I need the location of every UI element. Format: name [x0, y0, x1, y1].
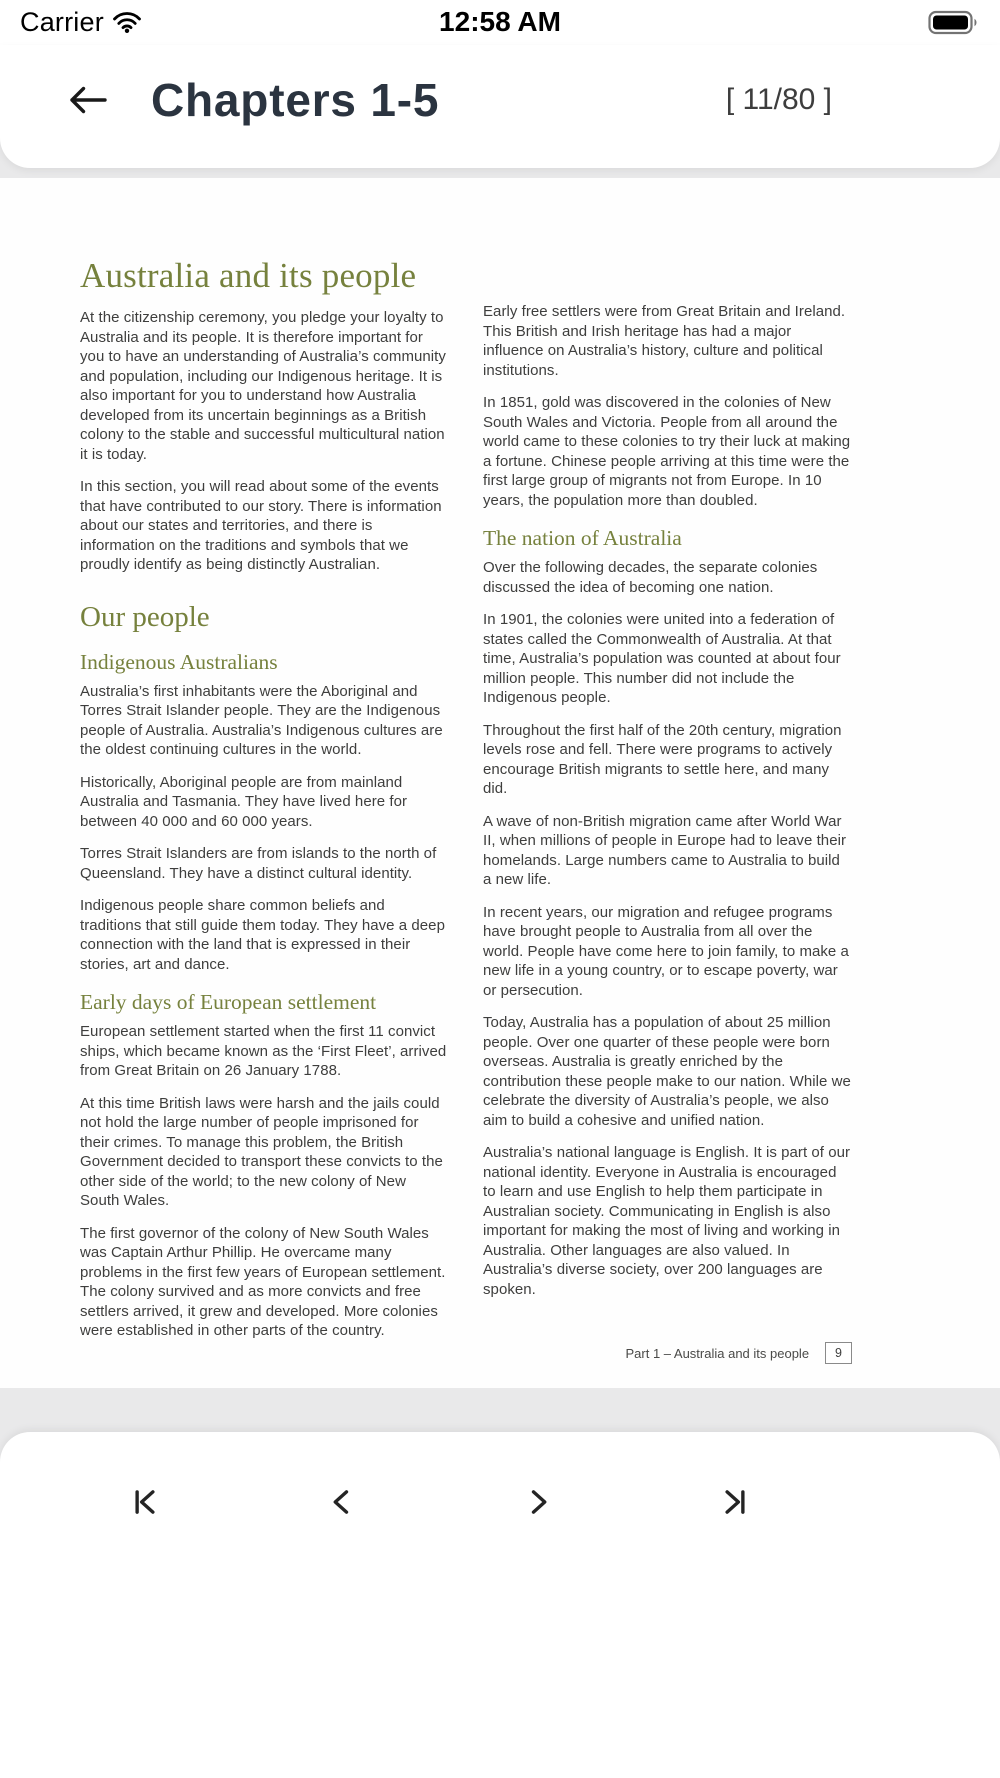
document-paragraph: A wave of non-British migration came after World War II, when millions of people in Europe had to leave their homelands. Large numbers came to Australia to build a new life. [483, 812, 847, 888]
back-arrow-icon [64, 81, 110, 119]
chevron-right-icon [520, 1484, 556, 1520]
document-paragraph: European settlement started when the first 11 convict ships, which became known as the ‘First Fleet’, arrived from Great Britain on 26 January 1788. [80, 1023, 447, 1079]
skip-to-last-icon [717, 1484, 753, 1520]
status-bar-right [928, 10, 980, 35]
document-paragraph: Early free settlers were from Great Britain and Ireland. This British and Irish heritage has had a major influence on Australia’s history, culture and political institutions. [483, 303, 846, 379]
document-paragraph: Indigenous people share common beliefs and traditions that still guide them today. They have a deep connection with the land that is expressed in their stories, art and dance. [80, 897, 445, 973]
status-bar-left [20, 7, 142, 38]
next-page-button[interactable] [508, 1474, 568, 1530]
chevron-left-icon [324, 1484, 360, 1520]
document-paragraph: In recent years, our migration and refugee programs have brought people to Australia from all over the world. People have come here to join family, to make a new life in a young country, or to escape poverty, war or persecution. [483, 903, 849, 999]
back-button[interactable] [55, 70, 119, 130]
wifi-icon [112, 11, 142, 34]
document-paragraph: Over the following decades, the separate colonies discussed the idea of becoming one nation. [483, 559, 818, 596]
footer-page-number: 9 [825, 1342, 852, 1364]
document-paragraph: Historically, Aboriginal people are from mainland Australia and Tasmania. They have lived here for between 40 000 and 60 000 years. [80, 773, 408, 830]
document-paragraph: At the citizenship ceremony, you pledge your loyalty to Australia and its people. It is therefore important for you to have an understanding of Australia’s community and population, including our Indigenous heritage. It is also important for you to understand how Australia developed from its uncertain beginnings as a British colony to the stable and successful multicultural nation it is today. [80, 309, 446, 463]
last-page-button[interactable] [705, 1474, 765, 1530]
right-column [483, 256, 852, 1354]
battery-full-icon [928, 10, 980, 35]
status-bar [0, 0, 1000, 45]
previous-page-button[interactable] [312, 1474, 372, 1530]
document-footer [625, 1342, 852, 1364]
document-heading-h3: Indigenous Australians [80, 649, 278, 674]
document-paragraph: In 1851, gold was discovered in the colonies of New South Wales and Victoria. People from all around the world came to these colonies to try their luck at making a fortune. Chinese people arriving at this time were the first large group of migrants not from Europe. In 10 years, the population more than doubled. [483, 394, 851, 509]
bottom-nav [0, 1432, 1000, 1778]
document-heading-h3: Early days of European settlement [80, 990, 377, 1014]
document-paragraph: At this time British laws were harsh and the jails could not hold the large number of people imprisoned for their crimes. To manage this problem, the British Government decided to transport these convicts to the other side of the world; to the new colony of New South Wales. [80, 1094, 443, 1209]
document-page [0, 178, 1000, 1388]
document-paragraph: Torres Strait Islanders are from islands to the north of Queensland. They have a distinct cultural identity. [80, 845, 437, 882]
carrier-label: Carrier [20, 7, 104, 37]
document-paragraph: Today, Australia has a population of about 25 million people. Over one quarter of these people were born overseas. Australia is greatly enriched by the contribution these people make to our nation. While we celebrate the diversity of Australia’s people, we also aim to build a cohesive and unified nation. [483, 1014, 851, 1129]
screen-title: Chapters 1-5 [151, 73, 440, 126]
status-time: 12:58 AM [439, 6, 561, 37]
document-heading-h1: Australia and its people [80, 256, 417, 295]
skip-to-first-icon [127, 1484, 163, 1520]
progress-indicator: [ 11/80 ] [725, 82, 832, 116]
document-paragraph: Australia’s first inhabitants were the Aboriginal and Torres Strait Islander people. They are the Indigenous people of Australia. Australia’s Indigenous cultures are the oldest continuing cultures in the world. [80, 682, 443, 758]
header-bar [0, 45, 1000, 168]
document-paragraph: Australia’s national language is English. It is part of our national identity. Everyone in Australia is encouraged to learn and use English to help them participate in Australian society. Communicating in English is also important for making the most of living and working in Australia. Other languages are also valued. In Australia’s diverse society, over 200 languages are spoken. [483, 1144, 851, 1298]
left-column [80, 256, 449, 1354]
document-heading-h2: Our people [80, 600, 210, 633]
document-columns [80, 256, 852, 1354]
document-paragraph: The first governor of the colony of New South Wales was Captain Arthur Phillip. He overcame many problems in the first few years of European settlement. The colony survived and as more convicts and free settlers arrived, it grew and developed. More colonies were established in other parts of the country. [80, 1224, 446, 1339]
document-viewport[interactable] [0, 178, 1000, 1388]
document-paragraph: In this section, you will read about some of the events that have contributed to our story. There is information about our states and territories, and there is information on the traditions and symbols that we proudly identify as being distinctly Australian. [80, 478, 442, 573]
document-paragraph: In 1901, the colonies were united into a federation of states called the Commonwealth of Australia. At that time, Australia’s population was counted at about four million people. This number did not include the Indigenous people. [483, 611, 841, 706]
footer-section-label: Part 1 – Australia and its people [625, 1345, 810, 1361]
document-paragraph: Throughout the first half of the 20th century, migration levels rose and fell. There were programs to actively encourage British migrants to settle here, and many did. [483, 721, 842, 797]
first-page-button[interactable] [115, 1474, 175, 1530]
document-heading-h3: The nation of Australia [483, 526, 682, 550]
